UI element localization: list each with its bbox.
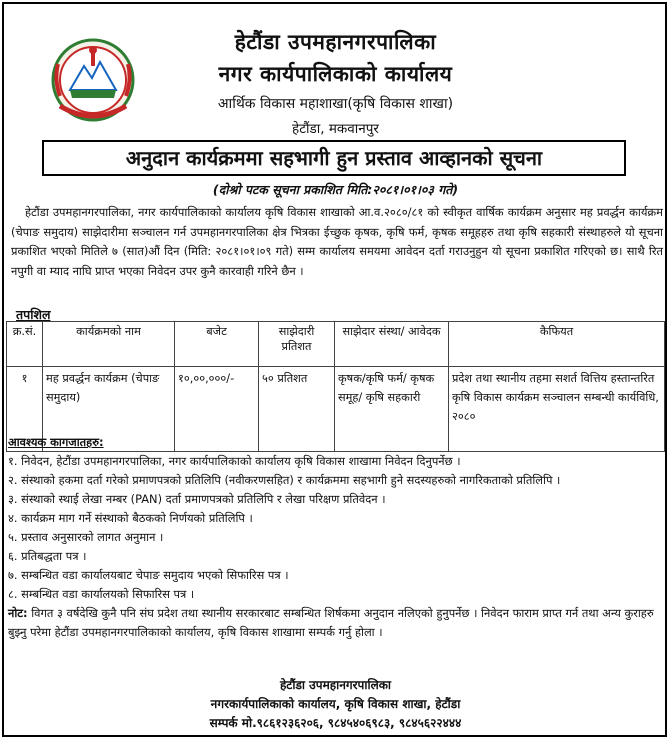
note-paragraph — [8, 604, 664, 642]
footer-municipality: हेटौंडा उपमहानगरपालिका — [279, 678, 392, 692]
header-serial: क्र.सं. — [7, 322, 43, 367]
cell-serial: १ — [7, 367, 43, 452]
header-remarks: कैफियत — [449, 322, 665, 367]
footer-office: नगरकार्यपालिकाको कार्यालय, कृषि विकास शाखा, हेटौंडा — [210, 697, 461, 711]
header-budget: बजेट — [175, 322, 259, 367]
municipality-name: हेटौंडा उपमहानगरपालिका — [234, 30, 437, 54]
list-item: १. निवेदन, हेटौंडा उपमहानगरपालिका, नगर कार्यपालिकाको कार्यालय कृषि विकास शाखामा निवेदन दिनुपर्नेछ । — [8, 454, 461, 468]
cell-partner: कृषक/कृषि फर्म/ कृषक समूह/ कृषि सहकारी — [335, 367, 449, 452]
footer-contact: सम्पर्क मो.९८६१२३६२०६, ९८४५४०६९८३, ९८४५६२२४४४ — [209, 716, 462, 730]
table-header-row — [7, 322, 665, 367]
republish-date: (दोश्रो पटक सूचना प्रकाशित मिति:२०८१।०१।०३ गते) — [212, 182, 459, 197]
cell-share: ५० प्रतिशत — [259, 367, 335, 452]
cell-program: मह प्रवर्द्धन कार्यक्रम (चेपाङ समुदाय) — [43, 367, 175, 452]
header-program: कार्यक्रमको नाम — [43, 322, 175, 367]
list-item: ६. प्रतिबद्धता पत्र । — [8, 549, 87, 563]
list-item: ५. प्रस्ताव अनुसारको लागत अनुमान । — [8, 530, 164, 544]
office-location: हेटौंडा, मकवानपुर — [292, 121, 379, 137]
documents-heading: आवश्यक कागजातहरु: — [8, 435, 104, 449]
list-item: ७. सम्बन्धित वडा कार्यालयबाट चेपाङ समुदाय भएको सिफारिस पत्र । — [8, 568, 289, 582]
list-item: ४. कार्यक्रम माग गर्ने संस्थाको बैठकको निर्णयको प्रतिलिपि । — [8, 511, 253, 525]
note-text: विगत ३ वर्षदेखि कुनै पनि संघ प्रदेश तथा स्थानीय सरकारबाट सम्बन्धित शिर्षकमा अनुदान नलिएको हुनुपर्नेछ । निवेदन फाराम प्राप्त गर्न तथा अन्य कुराहरु बुझ्नु परेमा हेटौंडा उपमहानगरपालिकाको कार्यालय, कृषि विकास शाखामा सम्पर्क गर्नु होला । — [8, 606, 654, 639]
schedule-label: तपशिल — [16, 307, 51, 322]
header-partner: साझेदार संस्था/ आवेदक — [335, 322, 449, 367]
required-documents — [8, 433, 664, 642]
list-item: ८. सम्बन्धित वडा कार्यालयको सिफारिस पत्र । — [8, 587, 195, 601]
list-item: ३. संस्थाको स्थाई लेखा नम्बर (PAN) दर्ता प्रमाणपत्रको प्रतिलिपि र लेखा परिक्षण प्रतिवेदन । — [8, 492, 386, 506]
cell-remarks: प्रदेश तथा स्थानीय तहमा सशर्त वित्तिय हस्तान्तरित कृषि विकास कार्यक्रम सञ्चालन सम्बन्धी कार्यविधि, २०८० — [449, 367, 665, 452]
intro-paragraph: हेटौंडा उपमहानगरपालिका, नगर कार्यपालिकाको कार्यालय कृषि विकास शाखाको आ.व.२०८०/८१ को स्वीकृत वार्षिक कार्यक्रम अनुसार मह प्रवर्द्धन कार्यक्रम (चेपाङ समुदाय) साझेदारीमा सञ्चालन गर्न उपमहानगरपालिका क्षेत्र भित्रका ईच्छुक कृषक, कृषि फर्म, कृषक समूहहरु तथा कृषि सहकारी संस्थाहरुले यो सूचना प्रकाशित भएको मितिले ७ (सात)औं दिन (मिति: २०८१।०१।०९ गते) सम्म कार्यालय समयमा आवेदन दर्ता गराउनुहुन यो सूचना प्रकाशित गरिएको छ। साथै रित नपुगी वा म्याद नाघि प्राप्त भएका निवेदन उपर कुनै कारवाही गरिने छैन । — [11, 205, 663, 278]
header-share: साझेदारी प्रतिशत — [259, 322, 335, 367]
office-name: नगर कार्यपालिकाको कार्यालय — [218, 62, 453, 86]
list-item: २. संस्थाको हकमा दर्ता गरेको प्रमाणपत्रको प्रतिलिपि (नवीकरणसहित) र कार्यक्रममा सहभागी हुने सदस्यहरुको नागरिकताको प्रतिलिपि । — [8, 473, 561, 487]
notice-title: अनुदान कार्यक्रममा सहभागी हुन प्रस्ताव आव्हानको सूचना — [42, 140, 626, 176]
note-label: नोट: — [8, 606, 28, 620]
cell-budget: १०,००,०००/- — [175, 367, 259, 452]
division-name: आर्थिक विकास महाशाखा(कृषि विकास शाखा) — [217, 96, 454, 112]
